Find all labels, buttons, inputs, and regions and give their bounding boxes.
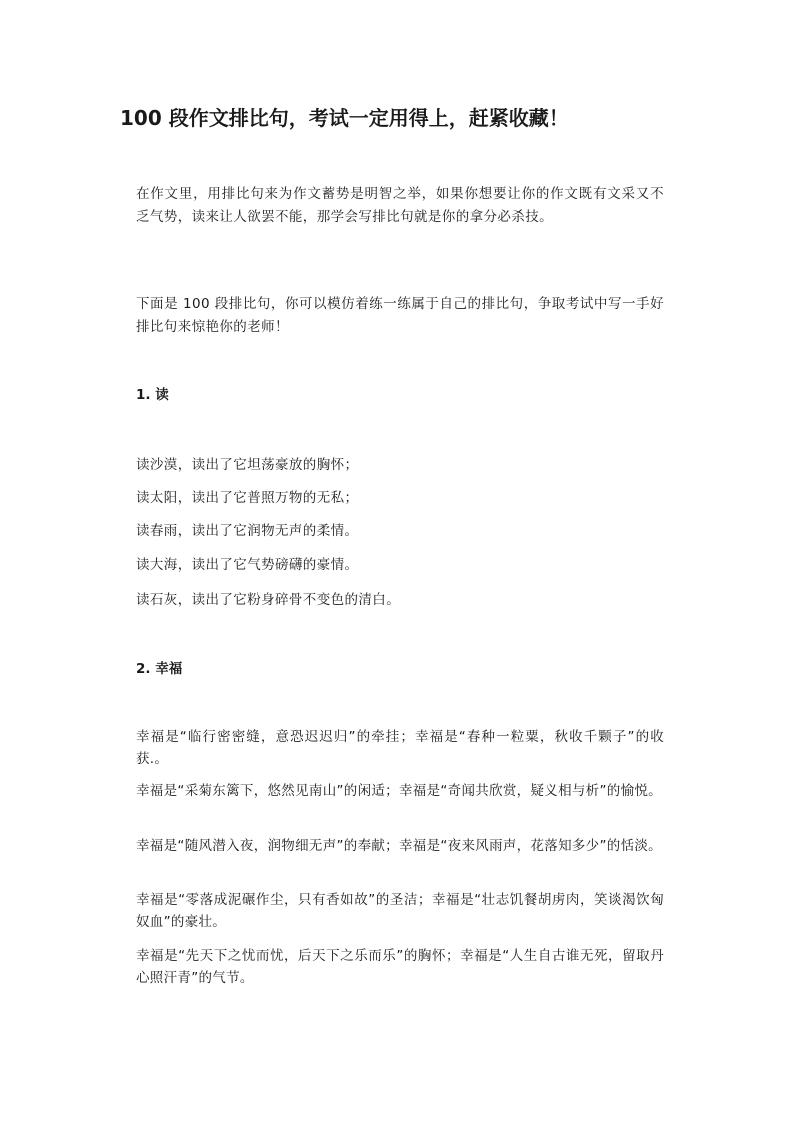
list-item: 读石灰，读出了它粉身碎骨不变色的清白。: [136, 592, 401, 608]
intro-paragraph: 下面是 100 段排比句，你可以模仿着练一练属于自己的排比句，争取考试中写一手好排比句来惊艳你的老师！: [136, 296, 664, 335]
page-title: 100 段作文排比句，考试一定用得上，赶紧收藏！: [120, 106, 569, 130]
list-item: 读沙漠，读出了它坦荡豪放的胸怀；: [136, 457, 359, 473]
intro-paragraph: 在作文里，用排比句来为作文蓄势是明智之举，如果你想要让你的作文既有文采又不乏气势，读来让人欲罢不能，那学会写排比句就是你的拿分必杀技。: [136, 186, 664, 225]
list-item: 幸福是“随风潜入夜，润物细无声”的奉献；幸福是“夜来风雨声，花落知多少”的恬淡。: [136, 838, 662, 854]
list-item: 幸福是“临行密密缝，意恐迟迟归”的牵挂；幸福是“春种一粒粟，秋收千颗子”的收获.。: [136, 729, 664, 767]
section-heading-happiness: 2. 幸福: [136, 661, 183, 677]
list-item: 读太阳，读出了它普照万物的无私；: [136, 490, 359, 506]
list-item: 幸福是“零落成泥碾作尘，只有香如故”的圣洁；幸福是“壮志饥餐胡虏肉，笑谈渴饮匈奴血”的豪壮。: [136, 892, 664, 930]
section-heading-read: 1. 读: [136, 387, 169, 403]
list-item: 读大海，读出了它气势磅礴的豪情。: [136, 557, 359, 573]
list-item: 幸福是“采菊东篱下，悠然见南山”的闲适；幸福是“奇闻共欣赏，疑义相与析”的愉悦。: [136, 783, 662, 799]
list-item: 幸福是“先天下之忧而忧，后天下之乐而乐”的胸怀；幸福是“人生自古谁无死，留取丹心照汗青”的气节。: [136, 948, 664, 986]
list-item: 读春雨，读出了它润物无声的柔情。: [136, 523, 359, 539]
